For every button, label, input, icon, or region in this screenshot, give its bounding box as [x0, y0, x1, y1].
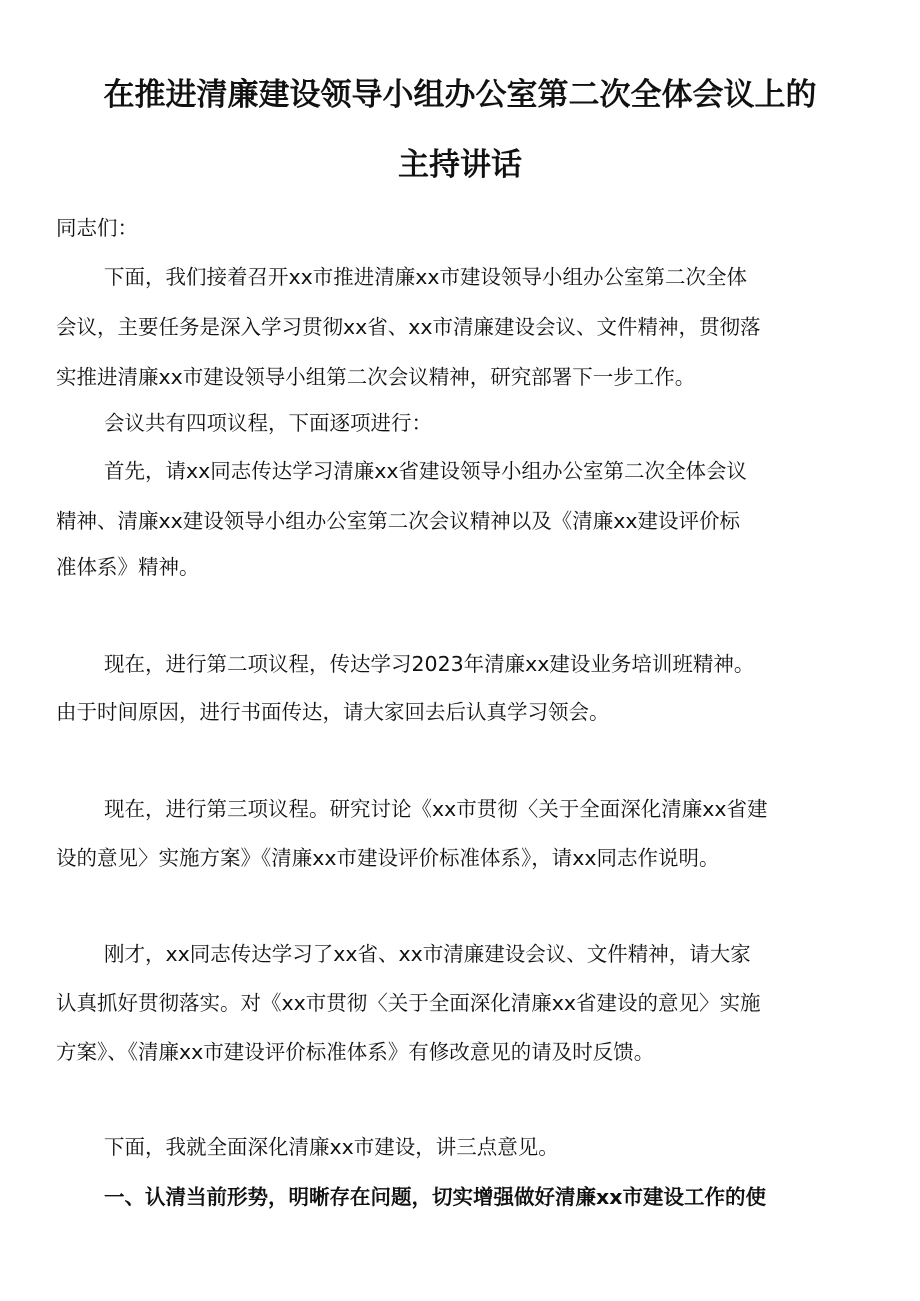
paragraph-line: 下面，我们接着召开xx市推进清廉xx市建设领导小组办公室第二次全体 [104, 265, 748, 289]
paragraph-line: 准体系》精神。 [56, 555, 200, 579]
paragraph-line: 下面，我就全面深化清廉xx市建设，讲三点意见。 [104, 1135, 559, 1159]
paragraph-line: 设的意见〉实施方案》《清廉xx市建设评价标准体系》，请xx同志作说明。 [56, 846, 720, 870]
section-heading-text: 一、认清当前形势，明晰存在问题，切实增强做好清廉xx市建设工作的使 [104, 1185, 766, 1209]
paragraph-line: 现在，进行第二项议程，传达学习2023年清廉xx建设业务培训班精神。 [104, 652, 755, 676]
paragraph-line: 现在，进行第三项议程。研究讨论《xx市贯彻〈关于全面深化清廉xx省建 [104, 797, 768, 821]
salutation-text: 同志们： [56, 216, 138, 240]
paragraph-line: 会议，主要任务是深入学习贯彻xx省、xx市清廉建设会议、文件精神，贯彻落 [56, 315, 761, 339]
document-title-line-2: 主持讲话 [398, 147, 522, 183]
paragraph-line: 首先，请xx同志传达学习清廉xx省建设领导小组办公室第二次全体会议 [104, 459, 748, 483]
paragraph-line: 精神、清廉xx建设领导小组办公室第二次会议精神以及《清廉xx建设评价标 [56, 509, 741, 533]
paragraph-line: 方案》、《清廉xx市建设评价标准体系》有修改意见的请及时反馈。 [56, 1040, 655, 1064]
paragraph-line: 实推进清廉xx市建设领导小组第二次会议精神，研究部署下一步工作。 [56, 365, 696, 389]
paragraph-line: 认真抓好贯彻落实。对《xx市贯彻〈关于全面深化清廉xx省建设的意见〉实施 [56, 991, 761, 1015]
document-title-line-1: 在推进清廉建设领导小组办公室第二次全体会议上的 [103, 77, 817, 113]
paragraph-line: 由于时间原因，进行书面传达，请大家回去后认真学习领会。 [56, 700, 610, 724]
paragraph-line: 刚才，xx同志传达学习了xx省、xx市清廉建设会议、文件精神，请大家 [104, 942, 751, 966]
paragraph-line: 会议共有四项议程，下面逐项进行： [104, 411, 432, 435]
